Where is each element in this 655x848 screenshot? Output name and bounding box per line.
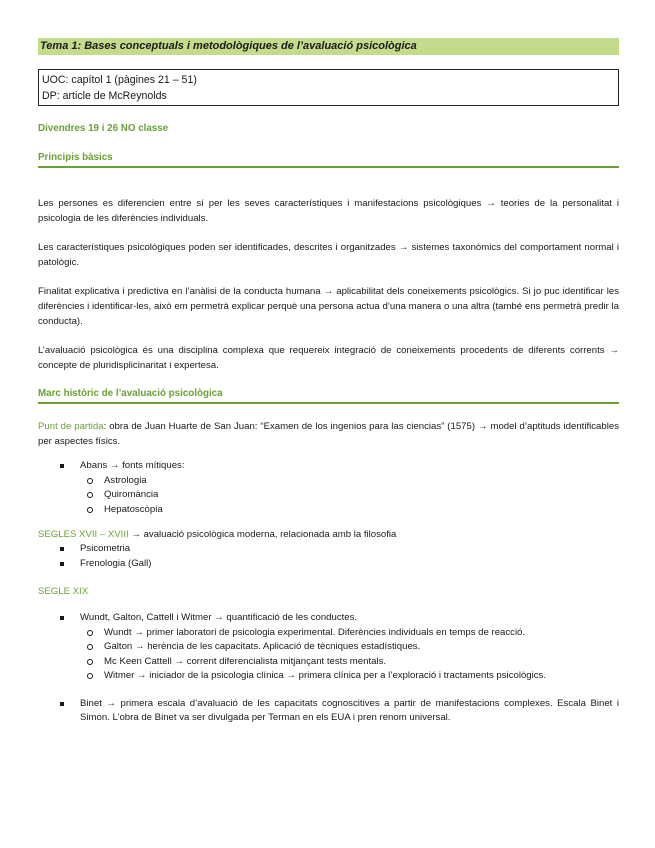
list-item: Galton → herència de les capacitats. Aplicació de tècniques estadístiques. <box>38 640 619 655</box>
list-item: Mc Keen Cattell → corrent diferencialista mitjançant tests mentals. <box>38 655 619 670</box>
list-item: Frenologia (Gall) <box>38 557 619 572</box>
segles-text: → avaluació psicològica moderna, relacionada amb la filosofia <box>128 529 397 540</box>
list-item <box>38 459 619 517</box>
list-item: Quiromància <box>38 488 619 503</box>
wundt-list <box>38 611 619 684</box>
document-page <box>38 38 619 726</box>
segles-label: SEGLES XVII – XVIII <box>38 529 129 540</box>
abans-label: Abans → fonts mítiques: <box>80 460 185 471</box>
list-item: Astrologia <box>38 474 619 489</box>
section-heading-principis: Principis bàsics <box>38 152 619 168</box>
abans-list <box>38 459 619 517</box>
segles-line <box>38 527 619 542</box>
paragraph: Les característiques psicològiques poden ser identificades, descrites i organitzades → sistemes taxonòmics del comportament normal i patològic. <box>38 242 619 268</box>
wundt-label: Wundt, Galton, Cattell i Witmer → quantificació de les conductes. <box>80 612 358 623</box>
sublist <box>80 626 619 684</box>
segles-list <box>38 542 619 571</box>
sublist <box>80 474 619 518</box>
sources-box <box>38 69 619 106</box>
list-item: Hepatoscòpia <box>38 503 619 518</box>
punt-text: : obra de Juan Huarte de San Juan: “Examen de los ingenios para las ciencias” (1575) → model d’aptituds identificables per aspectes físics. <box>38 421 619 447</box>
source-uoc: UOC: capítol 1 (pàgines 21 – 51) <box>42 74 197 86</box>
paragraph: L’avaluació psicològica és una disciplina complexa que requereix integració de coneixements procedents de diferents corrents → concepte de pluridisplicinaritat i expertesa. <box>38 345 619 371</box>
segle-xix-heading: SEGLE XIX <box>38 586 89 597</box>
section-heading-marc: Marc històric de l’avaluació psicològica <box>38 388 619 404</box>
list-item: Binet → primera escala d’avaluació de les capacitats cognoscitives a partir de manifestacions complexes. Escala Binet i Simon. L’obra de Binet va ser divulgada per Terman en els EUA i pren renom universal. <box>38 697 619 726</box>
document-title: Tema 1: Bases conceptuals i metodològiques de l’avaluació psicològica <box>38 38 619 55</box>
list-item: Witmer → iniciador de la psicologia clínica → primera clínica per a l’exploració i tractaments psicològics. <box>38 669 619 684</box>
list-item: Wundt → primer laboratori de psicologia experimental. Diferències individuals en temps de reacció. <box>38 626 619 641</box>
source-dp: DP: article de McReynolds <box>42 90 167 102</box>
list-item: Psicometria <box>38 542 619 557</box>
binet-list <box>38 697 619 726</box>
punt-de-partida <box>38 419 619 449</box>
list-item <box>38 611 619 684</box>
date-note: Divendres 19 i 26 NO classe <box>38 123 169 134</box>
punt-label: Punt de partida <box>38 421 104 432</box>
paragraph: Les persones es diferencien entre sí per les seves característiques i manifestacions psicològiques → teories de la personalitat i psicologia de les diferències individuals. <box>38 198 619 224</box>
paragraph: Finalitat explicativa i predictiva en l’anàlisi de la conducta humana → aplicabilitat dels coneixements psicològics. Si jo puc identificar les diferències i identificar-les, això em permetrà explicar perquè una persona actua d’una manera o una altra (també ens permetrà predir la conducta). <box>38 286 619 327</box>
